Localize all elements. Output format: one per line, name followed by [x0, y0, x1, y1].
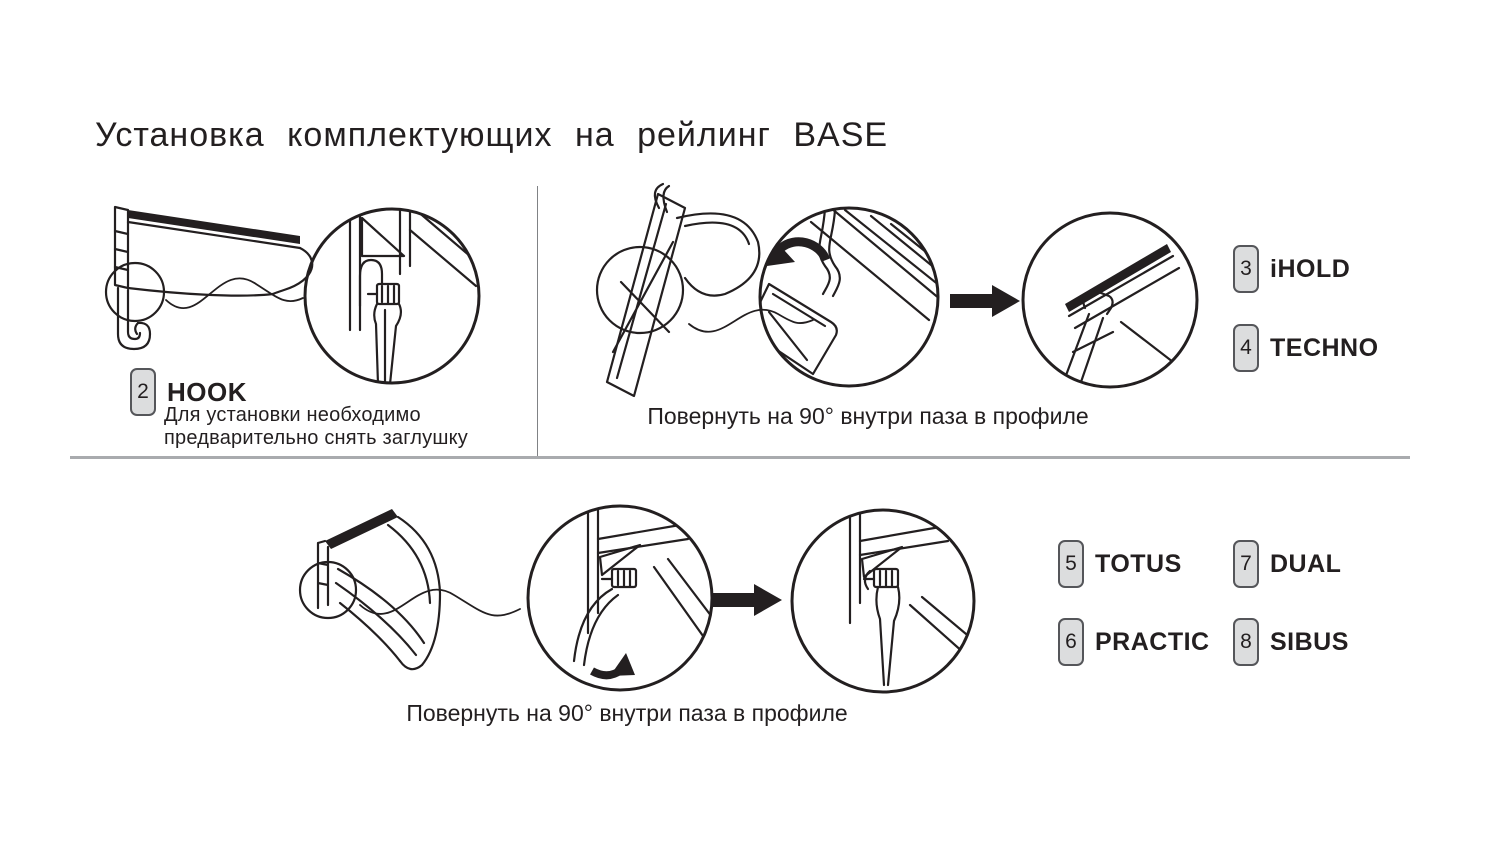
badge-4-number: 4: [1240, 336, 1252, 359]
badge-7-number: 7: [1240, 552, 1252, 575]
leader-line: [689, 310, 813, 332]
rail-3d: [318, 509, 440, 669]
right-arrow-icon: [950, 285, 1020, 317]
product-label-ihold: iHOLD: [1270, 254, 1351, 283]
badge-5-number: 5: [1065, 552, 1077, 575]
product-label-techno: TECHNO: [1270, 333, 1379, 362]
magnified-rotate: [528, 506, 718, 690]
product-label-totus: TOTUS: [1095, 549, 1182, 578]
product-techno: [1233, 324, 1379, 372]
right-arrow-icon: [712, 584, 782, 616]
hook-note-line-1: Для установки необходимо: [164, 404, 421, 426]
rotate-cw-arrow-icon: [592, 653, 635, 676]
badge-2: [130, 368, 156, 416]
rail-3d: [115, 207, 312, 296]
rotate-install-diagram-top: [573, 182, 1213, 404]
badge-4: [1233, 324, 1259, 372]
badge-6: [1058, 618, 1084, 666]
magnified-result: [1023, 213, 1197, 387]
magnified-rotate: [749, 208, 951, 386]
product-label-dual: DUAL: [1270, 549, 1342, 578]
product-label-hook: HOOK: [167, 376, 247, 407]
horizontal-divider: [70, 456, 1410, 459]
vertical-divider: [537, 186, 538, 457]
badge-3-number: 3: [1240, 257, 1252, 280]
badge-5: [1058, 540, 1084, 588]
magnified-result: [792, 509, 974, 692]
badge-8-number: 8: [1240, 630, 1252, 653]
caption-top: Повернуть на 90° внутри паза в профиле: [647, 403, 1089, 429]
magnified-cross-section: [305, 207, 484, 384]
product-ihold: [1233, 245, 1350, 293]
badge-8: [1233, 618, 1259, 666]
product-totus: [1058, 540, 1182, 588]
badge-2-number: 2: [137, 380, 149, 403]
caption-bottom: Повернуть на 90° внутри паза в профиле: [406, 700, 848, 726]
product-sibus: [1233, 618, 1349, 666]
hook-note-line-2: предварительно снять заглушку: [164, 427, 468, 449]
product-label-sibus: SIBUS: [1270, 627, 1349, 656]
rotate-install-diagram-bottom: [288, 483, 998, 718]
product-practic: [1058, 618, 1210, 666]
product-label-practic: PRACTIC: [1095, 627, 1210, 656]
badge-6-number: 6: [1065, 630, 1077, 653]
badge-3: [1233, 245, 1259, 293]
product-dual: [1233, 540, 1341, 588]
hook-note: [164, 404, 468, 450]
page-title: Установка комплектующих на рейлинг BASE: [95, 116, 889, 154]
badge-7: [1233, 540, 1259, 588]
rotate-ccw-arrow-icon: [767, 238, 826, 266]
